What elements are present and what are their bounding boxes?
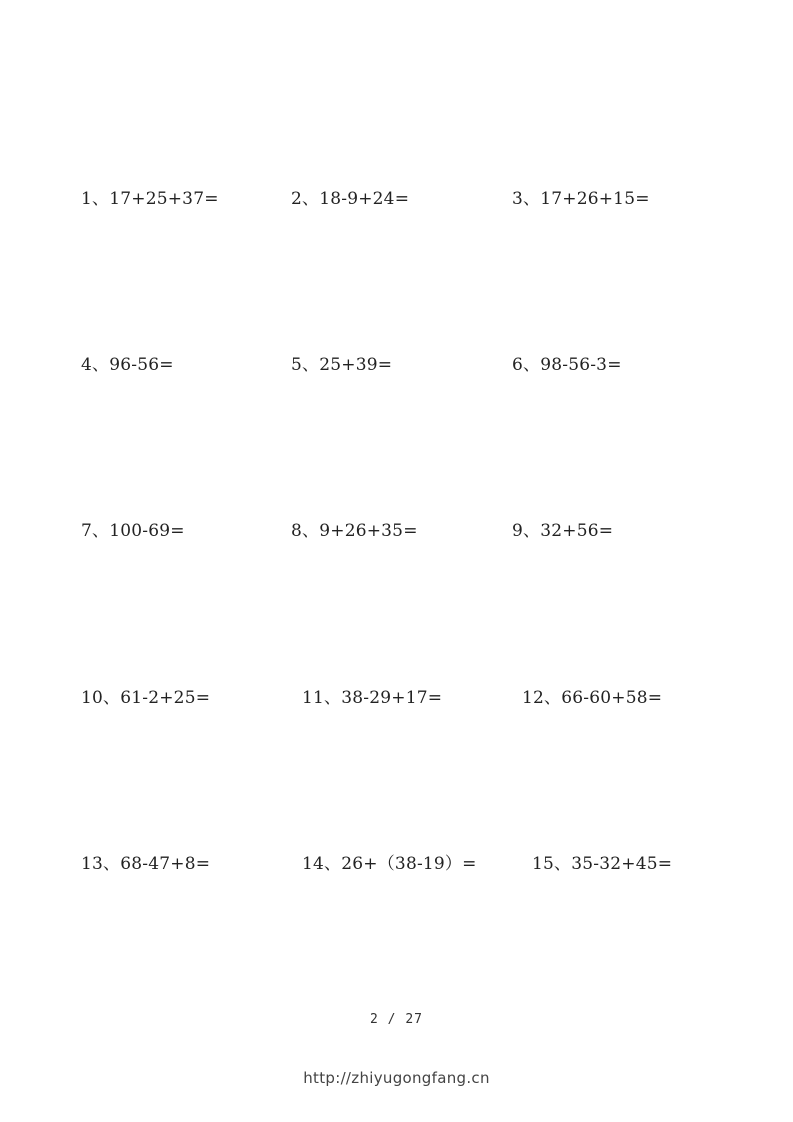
footer-url[interactable]: http://zhiyugongfang.cn xyxy=(303,1069,490,1087)
problem-expression: 、17+26+15= xyxy=(523,189,650,209)
problem-number: 5 xyxy=(291,355,303,375)
problem-number: 13 xyxy=(81,854,104,874)
problem-5 xyxy=(291,354,392,376)
problem-expression: 、9+26+35= xyxy=(302,521,418,541)
problem-expression: 、66-60+58= xyxy=(544,688,663,708)
problem-2 xyxy=(291,188,409,210)
problem-14 xyxy=(302,853,477,875)
problem-number: 9 xyxy=(512,521,524,541)
problem-expression: 、25+39= xyxy=(302,355,393,375)
problem-15 xyxy=(532,853,672,875)
problem-expression: 、61-2+25= xyxy=(103,688,211,708)
problem-expression: 、98-56-3= xyxy=(523,355,622,375)
problem-number: 14 xyxy=(302,854,325,874)
problem-number: 6 xyxy=(512,355,524,375)
problem-11 xyxy=(302,687,442,709)
page-number: 2 / 27 xyxy=(370,1012,423,1027)
problem-number: 3 xyxy=(512,189,524,209)
problem-number: 4 xyxy=(81,355,93,375)
problem-number: 11 xyxy=(302,688,325,708)
problem-number: 10 xyxy=(81,688,104,708)
problem-expression: 、17+25+37= xyxy=(92,189,219,209)
problem-9 xyxy=(512,520,613,542)
problem-7 xyxy=(81,520,185,542)
problem-4 xyxy=(81,354,174,376)
problem-10 xyxy=(81,687,210,709)
problem-6 xyxy=(512,354,622,376)
problem-number: 2 xyxy=(291,189,303,209)
problem-expression: 、38-29+17= xyxy=(324,688,443,708)
problem-number: 12 xyxy=(522,688,545,708)
problem-12 xyxy=(522,687,662,709)
problem-expression: 、32+56= xyxy=(523,521,614,541)
problem-8 xyxy=(291,520,418,542)
problem-expression: 、68-47+8= xyxy=(103,854,211,874)
problem-number: 7 xyxy=(81,521,93,541)
problem-3 xyxy=(512,188,650,210)
problem-number: 15 xyxy=(532,854,555,874)
problem-expression: 、26+（38-19）= xyxy=(324,854,477,874)
problem-1 xyxy=(81,188,219,210)
problem-number: 1 xyxy=(81,189,93,209)
problem-expression: 、35-32+45= xyxy=(554,854,673,874)
problem-expression: 、100-69= xyxy=(92,521,185,541)
problem-expression: 、96-56= xyxy=(92,355,174,375)
problem-expression: 、18-9+24= xyxy=(302,189,410,209)
problem-number: 8 xyxy=(291,521,303,541)
problem-13 xyxy=(81,853,210,875)
